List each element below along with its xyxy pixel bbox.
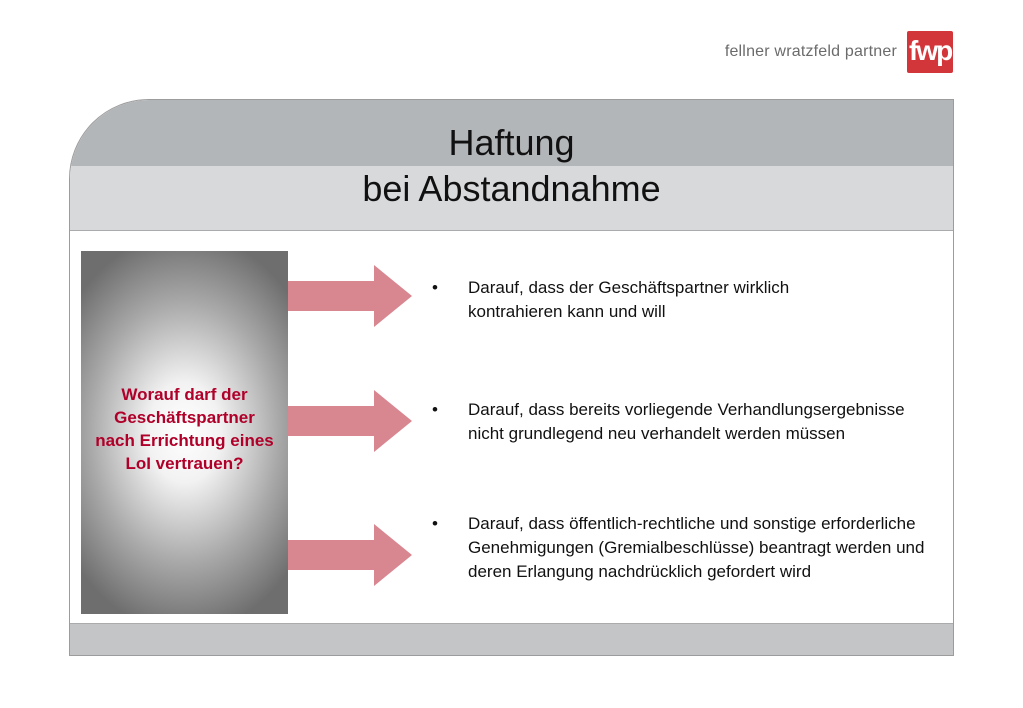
bullet-item-3 <box>432 512 952 584</box>
bullet-item-1 <box>432 276 952 324</box>
brand-name: fellner wratzfeld partner <box>724 43 897 60</box>
bullet-dot: • <box>432 514 438 533</box>
bullet-dot: • <box>432 400 438 419</box>
title-line-1: Haftung <box>448 122 575 163</box>
logo-text: fwp <box>909 35 952 66</box>
arrow-shape-1 <box>288 265 412 327</box>
footer-band <box>70 623 953 655</box>
question-box <box>81 251 288 614</box>
question-text: Worauf darf der Geschäftspartner nach Errichtung eines LoI vertrauen? <box>95 384 274 473</box>
bullet-text-3: Darauf, dass öffentlich-rechtliche und sonstige erforderliche Genehmigungen (Gremialbeschlüsse) beantragt werden und deren Erlangung nachdrücklich gefordert wird <box>468 514 925 581</box>
slide-title <box>70 120 953 212</box>
bullet-text-2: Darauf, dass bereits vorliegende Verhandlungsergebnisse nicht grundlegend neu verhandelt werden müssen <box>468 400 905 443</box>
bullet-item-2 <box>432 398 952 446</box>
arrow-shape-2 <box>288 390 412 452</box>
title-line-2: bei Abstandnahme <box>362 168 661 209</box>
fwp-logo <box>907 31 953 73</box>
bullet-text-1: Darauf, dass der Geschäftspartner wirklich kontrahieren kann und will <box>468 278 790 321</box>
arrow-1 <box>288 265 412 327</box>
arrow-shape-3 <box>288 524 412 586</box>
bullet-dot: • <box>432 278 438 297</box>
arrow-2 <box>288 390 412 452</box>
arrow-3 <box>288 524 412 586</box>
